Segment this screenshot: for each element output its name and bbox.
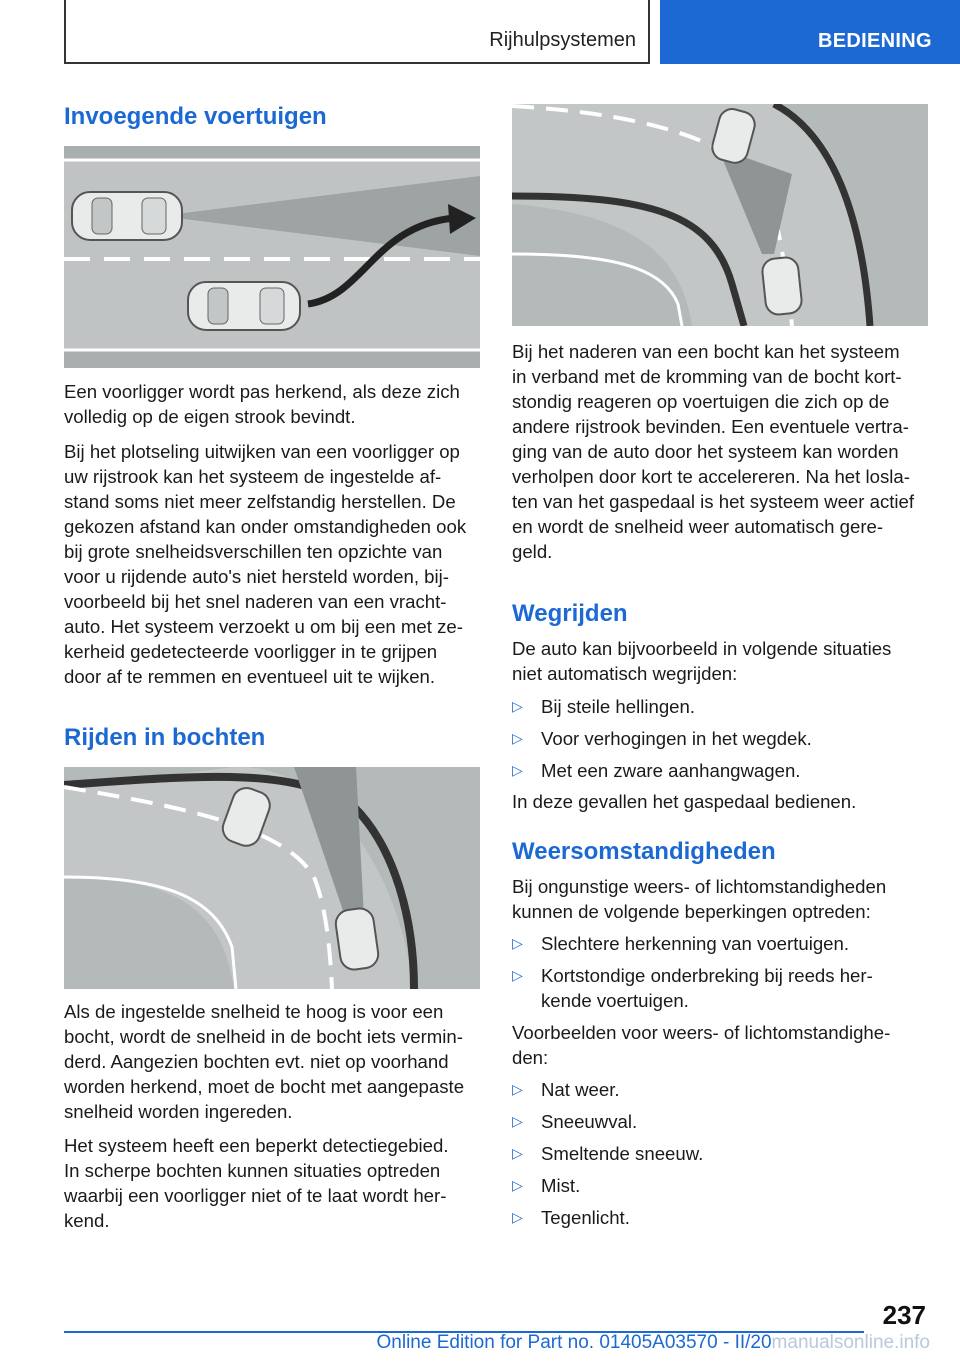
- triangle-bullet-icon: ▷: [512, 1209, 523, 1225]
- paragraph-gaspedaal: In deze gevallen het gaspedaal bedienen.: [512, 791, 857, 812]
- triangle-bullet-icon: ▷: [512, 730, 523, 746]
- paragraph-detection-area: Het systeem heeft een beperkt detectiegebied. In scherpe bochten kunnen situaties optreden waarbij een voorligger niet of te laat wordt her- kend.: [64, 1135, 449, 1231]
- list-item: ▷ Smeltende sneeuw.: [512, 1143, 704, 1164]
- list-item: ▷ Mist.: [512, 1175, 581, 1196]
- figure-merging-vehicles: [64, 146, 480, 368]
- heading-wegrijden: Wegrijden: [512, 600, 628, 627]
- car-curve-own-icon: [334, 907, 380, 972]
- heading-rijden-in-bochten: Rijden in bochten: [64, 724, 266, 751]
- triangle-bullet-icon: ▷: [512, 935, 523, 951]
- list-item: ▷ Kortstondige onderbreking bij reeds her- kende voertuigen.: [512, 965, 873, 1011]
- list-wegrijden: [512, 694, 928, 790]
- triangle-bullet-icon: ▷: [512, 698, 523, 714]
- triangle-bullet-icon: ▷: [512, 1081, 523, 1097]
- list-item: ▷ Nat weer.: [512, 1079, 620, 1100]
- paragraph-curve-speed: Als de ingestelde snelheid te hoog is voor een bocht, wordt de snelheid in de bocht iets vermin- derd. Aangezien bochten evt. niet op voorhand worden herkend, moet de bocht met aangepaste snelheid worden ingereden.: [64, 1001, 465, 1122]
- footer-edition: [0, 1332, 930, 1354]
- triangle-bullet-icon: ▷: [512, 967, 523, 983]
- header-section-title: Rijhulpsystemen: [489, 29, 636, 51]
- paragraph-swerving: Bij het plotseling uitwijken van een voorligger op uw rijstrook kan het systeem de ingestelde af- stand soms niet meer zelfstandig herstellen. De gekozen afstand kan onder omstandigheden ook bij grote snelheidsverschillen ten opzichte van voor u rijdende auto's niet hersteld worden, bij- voorbeeld bij het snel naderen van een vracht- auto. Het systeem verzoekt u om bij een met ze- kerheid gedetecteerde voorligger in te grijpen door af te remmen en eventueel uit te wijken.: [64, 441, 467, 687]
- car-own-lane-icon: [761, 256, 803, 315]
- triangle-bullet-icon: ▷: [512, 1177, 523, 1193]
- paragraph-weather-examples: Voorbeelden voor weers- of lichtomstandighe- den:: [512, 1022, 891, 1068]
- list-item: ▷ Slechtere herkenning van voertuigen.: [512, 933, 850, 954]
- footer-edition-text: Online Edition for Part no. 01405A03570 - II/20: [376, 1332, 772, 1353]
- car-own-icon: [188, 282, 300, 330]
- list-item: ▷ Tegenlicht.: [512, 1207, 630, 1228]
- list-item: ▷ Met een zware aanhangwagen.: [512, 760, 801, 781]
- paragraph-wegrijden: De auto kan bijvoorbeeld in volgende situaties niet automatisch wegrijden:: [512, 638, 892, 684]
- paragraph-curve-approach: Bij het naderen van een bocht kan het systeem in verband met de kromming van de bocht kort- stondig reageren op voertuigen die zich op de andere rijstrook bevinden. Een eventuele vertra- ging van de auto door het systeem kan worden verholpen door kort te accelereren. Na het losla- ten van het gaspedaal is het systeem weer actief en wordt de snelheid weer automatisch gere- geld.: [512, 341, 915, 562]
- figure-curve-approach: [512, 104, 928, 326]
- list-item: ▷ Voor verhogingen in het wegdek.: [512, 728, 812, 749]
- figure-curve-driving: [64, 767, 480, 989]
- car-front-icon: [72, 192, 182, 240]
- triangle-bullet-icon: ▷: [512, 1113, 523, 1129]
- triangle-bullet-icon: ▷: [512, 1145, 523, 1161]
- list-item: ▷ Bij steile hellingen.: [512, 696, 696, 717]
- header-section-box: [64, 0, 650, 64]
- footer-brand: manualsonline.info: [771, 1332, 930, 1353]
- header-chapter-tab: BEDIENING: [660, 0, 960, 64]
- list-weather-examples: [512, 1077, 928, 1237]
- heading-weersomstandigheden: Weersomstandigheden: [512, 838, 776, 865]
- triangle-bullet-icon: ▷: [512, 762, 523, 778]
- page-number: 237: [882, 1300, 926, 1330]
- paragraph-detection: Een voorligger wordt pas herkend, als deze zich volledig op de eigen strook bevindt.: [64, 381, 460, 427]
- heading-invoegende-voertuigen: Invoegende voertuigen: [64, 103, 327, 130]
- list-item: ▷ Sneeuwval.: [512, 1111, 638, 1132]
- list-weather-limits: [512, 931, 928, 1020]
- paragraph-weather: Bij ongunstige weers- of lichtomstandigheden kunnen de volgende beperkingen optreden:: [512, 876, 887, 922]
